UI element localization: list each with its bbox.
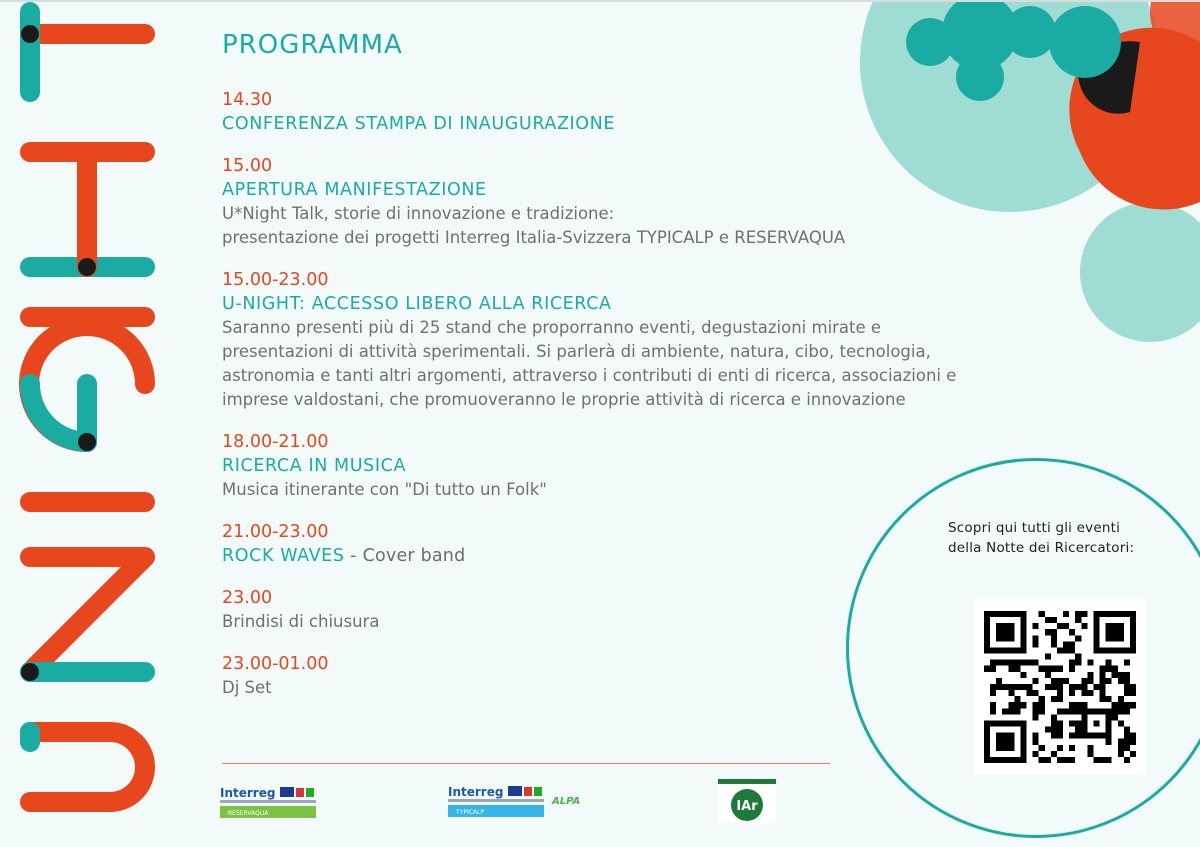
page-title: PROGRAMMA <box>222 30 403 60</box>
qr-code-pattern <box>984 609 1136 765</box>
qr-code[interactable] <box>974 599 1146 775</box>
event-time: 23.00 <box>222 588 273 608</box>
footer-divider <box>222 763 830 764</box>
event-name-text: RICERCA IN MUSICA <box>222 456 407 476</box>
event-time: 14.30 <box>222 90 273 110</box>
qr-caption: Scopri qui tutti gli eventi della Notte dei Ricercatori: <box>948 520 1135 556</box>
program-event <box>222 88 1122 136</box>
logo-iar-text: IAr <box>736 799 758 814</box>
event-time: 15.00 <box>222 156 273 176</box>
event-name <box>222 178 1122 202</box>
interreg-reservaqua-logo <box>220 785 318 819</box>
logo-interreg-text: Interreg <box>448 785 504 799</box>
event-description: U*Night Talk, storie di innovazione e tradizione: presentazione dei progetti Interreg Italia-Svizzera TYPICALP e RESERVAQUA <box>222 204 846 247</box>
event-description: Dj Set <box>222 678 272 697</box>
logo-alpa-text: ALPA <box>552 796 581 807</box>
event-name-suffix: - Cover band <box>344 546 466 566</box>
event-name <box>222 292 1122 316</box>
logo-reservaqua-text: RESERVAQUA <box>228 810 269 817</box>
event-name-text: CONFERENZA STAMPA DI INAUGURAZIONE <box>222 114 616 134</box>
program-event <box>222 154 1122 250</box>
logo-interreg-text: Interreg <box>220 786 276 800</box>
iar-logo <box>718 779 776 823</box>
event-description: Saranno presenti più di 25 stand che proporranno eventi, degustazioni mirate e presentazioni di attività sperimentali. Si parlerà di ambiente, natura, cibo, tecnologia, astronomia e tanti altri argomenti, attraverso i contributi di enti di ricerca, associazioni e imprese valdostani, che promuoveranno le proprie attività di ricerca e innovazione <box>222 318 957 409</box>
program-event <box>222 268 1122 412</box>
event-time: 21.00-23.00 <box>222 522 329 542</box>
event-description: Musica itinerante con "Di tutto un Folk" <box>222 480 547 499</box>
event-time: 18.00-21.00 <box>222 432 329 452</box>
event-time: 15.00-23.00 <box>222 270 329 290</box>
unight-vertical-logo <box>0 2 170 847</box>
logo-typicalp-text: TYPICALP <box>456 809 484 816</box>
event-name <box>222 112 1122 136</box>
interreg-typicalp-logo <box>448 784 584 818</box>
event-name-text: U-NIGHT: ACCESSO LIBERO ALLA RICERCA <box>222 294 612 314</box>
event-name-text: ROCK WAVES <box>222 546 345 566</box>
event-description: Brindisi di chiusura <box>222 612 380 631</box>
event-name-text: APERTURA MANIFESTAZIONE <box>222 180 487 200</box>
event-time: 23.00-01.00 <box>222 654 329 674</box>
